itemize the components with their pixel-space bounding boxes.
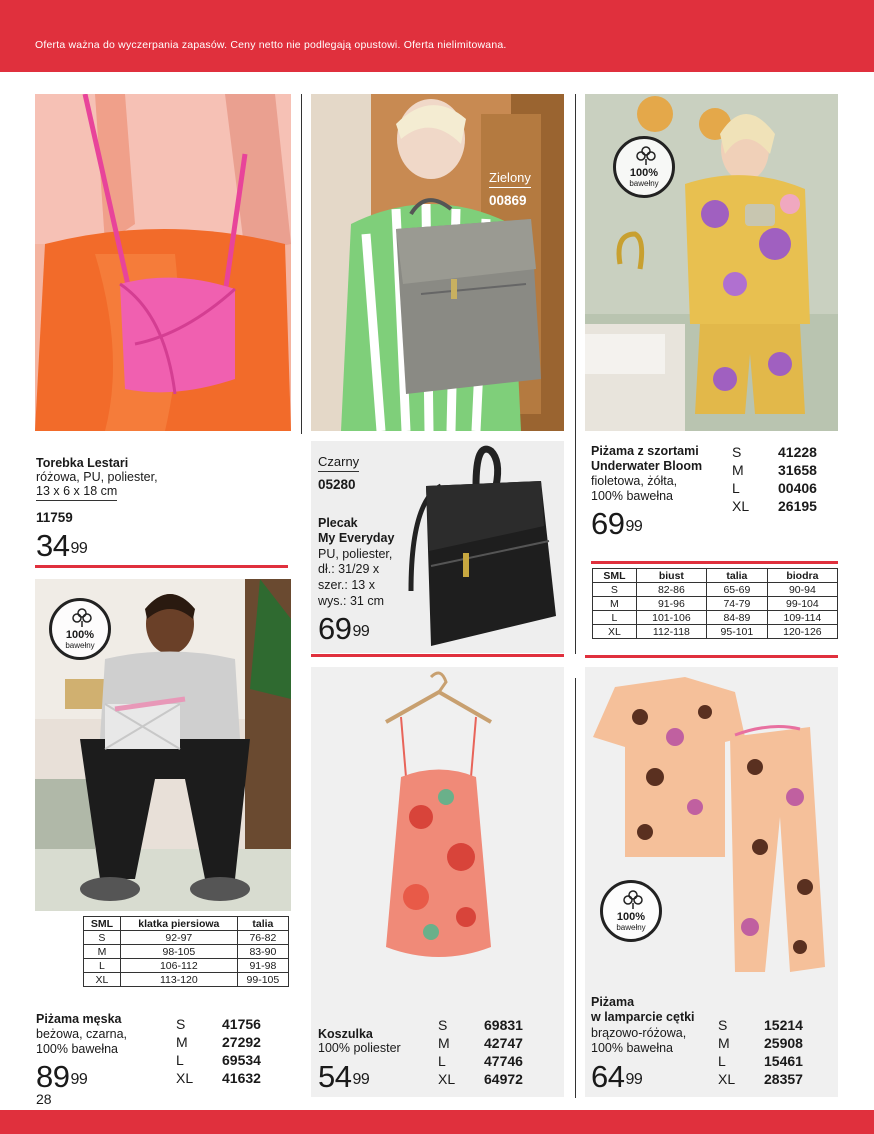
size-row <box>176 1015 261 1033</box>
leopard-pajama-price-main: 64 <box>591 1059 625 1094</box>
size-label: XL <box>718 1071 736 1087</box>
leopard-pajama-cotton-badge <box>600 880 662 942</box>
size-code: 15461 <box>764 1053 803 1069</box>
backpack-name-1: Plecak <box>318 516 358 530</box>
nightgown-price-cents: 99 <box>352 1071 370 1088</box>
size-code: 25908 <box>764 1035 803 1051</box>
leopard-pajama-price-cents: 99 <box>625 1071 643 1088</box>
bag-code: 11759 <box>36 510 73 525</box>
table-header: klatka piersiowa <box>120 917 237 931</box>
table-cell: XL <box>84 973 121 987</box>
table-cell: 113-120 <box>120 973 237 987</box>
table-cell: 91-96 <box>636 597 706 611</box>
table-header: biodra <box>767 569 837 583</box>
leopard-pajama-name-1: Piżama <box>591 995 635 1009</box>
table-cell: S <box>593 583 637 597</box>
mens-pajama-price-main: 89 <box>36 1059 70 1094</box>
column-divider-3 <box>575 678 576 1098</box>
table-cell: 82-86 <box>636 583 706 597</box>
mens-pajama-sizes <box>176 1015 261 1087</box>
nightgown-price <box>318 1061 369 1092</box>
size-code: 41228 <box>778 444 817 460</box>
mens-pajama-desc-2: 100% bawełna <box>36 1042 119 1056</box>
size-label: S <box>438 1017 448 1033</box>
table-cell: 99-104 <box>767 597 837 611</box>
size-row <box>438 1016 523 1034</box>
table-cell: L <box>84 959 121 973</box>
backpack-divider <box>311 654 564 657</box>
backpack-price <box>318 613 369 644</box>
table-row <box>593 583 838 597</box>
page-number: 28 <box>36 1091 52 1107</box>
size-row <box>438 1052 523 1070</box>
backpack-black-color: Czarny <box>318 454 359 472</box>
table-header: biust <box>636 569 706 583</box>
pajama-shorts-name-1: Piżama z szortami <box>591 444 699 458</box>
column-divider-1 <box>301 94 302 434</box>
column-divider-2 <box>575 94 576 654</box>
backpack-green-color: Zielony <box>489 170 531 188</box>
size-row <box>176 1051 261 1069</box>
mens-pajama-price-cents: 99 <box>70 1071 88 1088</box>
size-code: 31658 <box>778 462 817 478</box>
pajama-shorts-divider-top <box>591 561 838 564</box>
size-label: L <box>176 1052 184 1068</box>
backpack-model-photo <box>311 94 564 431</box>
mens-pajama-size-table <box>83 916 289 987</box>
backpack-price-main: 69 <box>318 611 352 646</box>
table-cell: 91-98 <box>237 959 288 973</box>
table-cell: 90-94 <box>767 583 837 597</box>
leopard-pajama-price <box>591 1061 642 1092</box>
pajama-shorts-price <box>591 508 642 539</box>
cotton-percent: 100% <box>629 167 659 179</box>
leopard-pajama-sizes <box>718 1016 803 1088</box>
table-cell: 74-79 <box>707 597 768 611</box>
leopard-pajama-name-2: w lamparcie cętki <box>591 1010 695 1024</box>
nightgown-sizes <box>438 1016 523 1088</box>
cotton-label: bawełny <box>629 179 659 188</box>
size-label: XL <box>176 1070 194 1086</box>
table-cell: 98-105 <box>120 945 237 959</box>
nightgown-price-main: 54 <box>318 1059 352 1094</box>
table-row <box>84 945 289 959</box>
size-label: L <box>718 1053 726 1069</box>
pajama-shorts-cotton-badge <box>613 136 675 198</box>
size-row <box>732 443 817 461</box>
table-cell: 92-97 <box>120 931 237 945</box>
mens-pajama-name: Piżama męska <box>36 1012 122 1026</box>
backpack-black-code: 05280 <box>318 477 356 492</box>
pajama-shorts-divider-bottom <box>585 655 838 658</box>
backpack-green-code: 00869 <box>489 193 527 208</box>
size-label: S <box>732 444 742 460</box>
size-code: 42747 <box>484 1035 523 1051</box>
header-bar <box>0 0 874 72</box>
pajama-shorts-size-table <box>592 568 838 639</box>
table-cell: 84-89 <box>707 611 768 625</box>
backpack-desc-2: dł.: 31/29 x <box>318 562 380 576</box>
pajama-shorts-sizes <box>732 443 817 515</box>
table-cell: M <box>84 945 121 959</box>
table-cell: XL <box>593 625 637 639</box>
size-row <box>732 497 817 515</box>
pajama-shorts-desc-1: fioletowa, żółta, <box>591 474 678 488</box>
size-row <box>718 1034 803 1052</box>
table-header-row <box>593 569 838 583</box>
table-cell: 120-126 <box>767 625 837 639</box>
backpack-desc-1: PU, poliester, <box>318 547 393 561</box>
table-cell: M <box>593 597 637 611</box>
table-header-row <box>84 917 289 931</box>
table-cell: 109-114 <box>767 611 837 625</box>
bag-name: Torebka Lestari <box>36 456 129 470</box>
leopard-pajama-desc-1: brązowo-różowa, <box>591 1026 687 1040</box>
size-row <box>732 461 817 479</box>
size-code: 64972 <box>484 1071 523 1087</box>
size-row <box>718 1052 803 1070</box>
cotton-label: bawełny <box>65 641 95 650</box>
table-cell: 112-118 <box>636 625 706 639</box>
pajama-shorts-price-cents: 99 <box>625 518 643 535</box>
table-cell: 83-90 <box>237 945 288 959</box>
mens-pajama-price <box>36 1061 87 1092</box>
offer-notice: Oferta ważna do wyczerpania zapasów. Ceny netto nie podlegają opustowi. Oferta nielimitowana. <box>35 39 507 51</box>
cotton-label: bawełny <box>616 923 646 932</box>
size-code: 41632 <box>222 1070 261 1086</box>
table-row <box>84 931 289 945</box>
table-header: talia <box>707 569 768 583</box>
table-cell: L <box>593 611 637 625</box>
bag-desc-1: różowa, PU, poliester, <box>36 470 158 484</box>
pajama-shorts-price-main: 69 <box>591 506 625 541</box>
table-cell: 95-101 <box>707 625 768 639</box>
size-code: 41756 <box>222 1016 261 1032</box>
size-row <box>718 1070 803 1088</box>
table-header: SML <box>84 917 121 931</box>
bag-desc-2: 13 x 6 x 18 cm <box>36 485 117 501</box>
size-code: 28357 <box>764 1071 803 1087</box>
size-label: M <box>176 1034 188 1050</box>
size-label: L <box>438 1053 446 1069</box>
size-label: S <box>718 1017 728 1033</box>
size-label: M <box>438 1035 450 1051</box>
size-row <box>732 479 817 497</box>
backpack-name-2: My Everyday <box>318 531 395 545</box>
size-code: 47746 <box>484 1053 523 1069</box>
size-row <box>176 1069 261 1087</box>
size-label: M <box>732 462 744 478</box>
table-header: talia <box>237 917 288 931</box>
size-code: 00406 <box>778 480 817 496</box>
size-code: 69831 <box>484 1017 523 1033</box>
size-code: 15214 <box>764 1017 803 1033</box>
size-row <box>176 1033 261 1051</box>
size-label: XL <box>732 498 750 514</box>
table-cell: 65-69 <box>707 583 768 597</box>
table-row <box>84 973 289 987</box>
size-label: S <box>176 1016 186 1032</box>
pajama-shorts-desc-2: 100% bawełna <box>591 489 674 503</box>
size-code: 69534 <box>222 1052 261 1068</box>
backpack-desc-3: szer.: 13 x <box>318 578 375 592</box>
table-cell: S <box>84 931 121 945</box>
cotton-flower-icon <box>636 145 656 165</box>
bag-price-cents: 99 <box>70 540 88 557</box>
table-row <box>593 611 838 625</box>
cotton-flower-icon <box>623 889 643 909</box>
leopard-pajama-desc-2: 100% bawełna <box>591 1041 674 1055</box>
table-cell: 99-105 <box>237 973 288 987</box>
size-label: XL <box>438 1071 456 1087</box>
size-code: 27292 <box>222 1034 261 1050</box>
bag-price <box>36 530 87 561</box>
mens-pajama-cotton-badge <box>49 598 111 660</box>
nightgown-desc: 100% poliester <box>318 1041 401 1055</box>
size-code: 26195 <box>778 498 817 514</box>
footer-bar <box>0 1110 874 1134</box>
pajama-shorts-name-2: Underwater Bloom <box>591 459 703 473</box>
cotton-percent: 100% <box>616 911 646 923</box>
nightgown-name: Koszulka <box>318 1027 373 1041</box>
size-label: M <box>718 1035 730 1051</box>
table-header: SML <box>593 569 637 583</box>
table-cell: 101-106 <box>636 611 706 625</box>
cotton-percent: 100% <box>65 629 95 641</box>
bag-divider <box>35 565 288 568</box>
table-cell: 76-82 <box>237 931 288 945</box>
cotton-flower-icon <box>72 607 92 627</box>
size-row <box>718 1016 803 1034</box>
size-label: L <box>732 480 740 496</box>
backpack-desc-4: wys.: 31 cm <box>318 594 384 608</box>
backpack-price-cents: 99 <box>352 623 370 640</box>
size-row <box>438 1034 523 1052</box>
mens-pajama-desc-1: beżowa, czarna, <box>36 1027 128 1041</box>
table-row <box>593 597 838 611</box>
table-cell: 106-112 <box>120 959 237 973</box>
bag-price-main: 34 <box>36 528 70 563</box>
bag-photo <box>35 94 291 431</box>
table-row <box>84 959 289 973</box>
size-row <box>438 1070 523 1088</box>
table-row <box>593 625 838 639</box>
